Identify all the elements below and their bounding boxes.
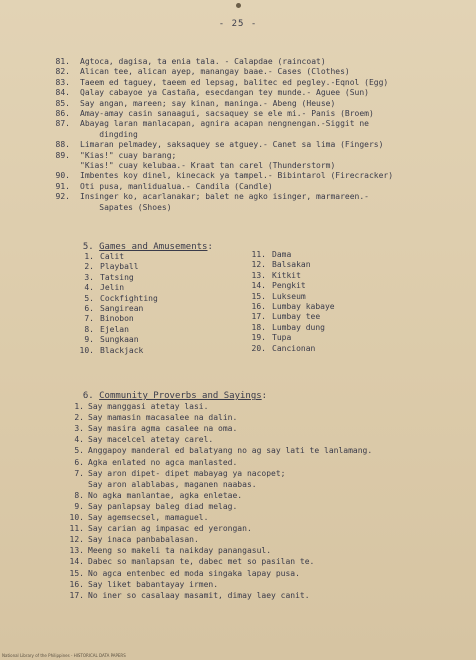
item-number: 81.: [55, 57, 70, 66]
game-number: 11.: [251, 250, 266, 259]
game-name: Sungkaan: [100, 335, 139, 345]
game-number: 8.: [84, 324, 94, 334]
item-text: Qalay cabayoe ya Castaña, esecdangan tey munde.- Aguee (Sun): [80, 88, 369, 98]
game-name: Lumbay kabaye: [272, 301, 335, 311]
item-text: Agtoca, dagisa, ta enia tala. - Calapdae (raincoat): [80, 57, 326, 66]
item-text: Taeem ed taguey, taeem ed lepsag, balitec ed pegley.-Eqnol (Egg): [80, 77, 389, 87]
proverb-number: 10.: [69, 513, 84, 522]
game-name: Playball: [100, 262, 139, 272]
game-name: Cancionan: [272, 343, 316, 353]
item-text: Sapates (Shoes): [80, 202, 172, 212]
games-colon: :: [207, 242, 213, 252]
game-number: 19.: [251, 333, 266, 343]
item-number: 89.: [55, 150, 70, 160]
games-heading: [72, 232, 213, 252]
game-number: 10.: [79, 345, 94, 355]
proverb-number: 5.: [74, 446, 84, 456]
item-number: 82.: [55, 67, 70, 77]
game-number: 16.: [251, 301, 266, 311]
game-number: 7.: [84, 314, 94, 324]
game-name: Lukseum: [272, 291, 306, 301]
proverb-text: Say aron dipet- dipet mabayag ya nacopet;: [88, 468, 286, 478]
game-name: Balsakan: [272, 260, 311, 270]
game-number: 13.: [251, 270, 266, 280]
item-number: 87.: [55, 119, 70, 129]
proverb-number: 4.: [74, 435, 84, 445]
game-number: 4.: [84, 283, 94, 293]
footer-credit: National Library of the Philippines - HISTORICAL DATA PAPERS: [2, 653, 126, 658]
proverb-number: 16.: [69, 579, 84, 589]
game-number: 3.: [84, 272, 94, 282]
game-number: 1.: [84, 252, 94, 261]
proverb-number: 3.: [74, 424, 84, 434]
game-name: Kitkit: [272, 270, 301, 280]
item-number: 90.: [55, 171, 70, 181]
game-name: Cockfighting: [100, 293, 158, 303]
proverb-text: Meeng so makeli ta naikday panangasul.: [88, 546, 272, 556]
item-text: "Kias!" cuay kelubaa.- Kraat tan carel (Thunderstorm): [80, 161, 336, 170]
proverb-text: Dabec so manlapsan te, dabec met so pasilan te.: [88, 557, 315, 567]
item-text: Amay-amay casin sanaagui, sacsaquey se ele mi.- Panis (Broem): [80, 109, 374, 118]
proverb-text: Say macelcel atetay carel.: [88, 435, 214, 445]
game-number: 20.: [251, 343, 266, 353]
proverb-number: 9.: [74, 501, 84, 511]
item-number: 91.: [55, 181, 70, 191]
proverb-text: Say aron alablabas, maganen naabas.: [88, 479, 257, 489]
proverbs-colon: :: [261, 391, 268, 401]
item-number: 85.: [55, 98, 70, 108]
game-name: Binobon: [100, 314, 134, 324]
game-number: 17.: [251, 312, 266, 322]
game-number: 5.: [84, 293, 94, 303]
item-number: 88.: [55, 140, 70, 150]
game-name: Tupa: [272, 333, 292, 343]
proverb-text: Say carian ag impasac ed yerongan.: [88, 524, 252, 534]
proverb-text: Anggapoy manderal ed balatyang no ag say lati te lanlamang.: [88, 446, 373, 456]
proverb-text: Say inaca panbabalasan.: [88, 535, 199, 545]
proverb-number: 15.: [69, 568, 84, 578]
item-text: Limaran pelmadey, saksaquey se atguey.- Canet sa lima (Fingers): [80, 140, 384, 150]
game-name: Ejelan: [100, 324, 129, 334]
punch-hole: [236, 3, 241, 8]
proverb-text: Say mamasin macasalee na dalin.: [88, 413, 238, 423]
proverbs-title: Community Proverbs and Sayings: [99, 391, 262, 401]
game-name: Jelin: [100, 283, 125, 293]
item-number: 84.: [55, 88, 70, 98]
proverb-number: 2.: [74, 413, 84, 423]
page-number: - 25 -: [218, 19, 258, 29]
item-number: 86.: [55, 109, 70, 118]
proverb-number: 1.: [74, 402, 84, 411]
game-name: Lumbay dung: [272, 322, 325, 332]
game-name: Dama: [272, 250, 292, 259]
proverb-number: 13.: [69, 546, 84, 556]
proverbs-section-number: 6.: [82, 391, 94, 401]
game-name: Lumbay tee: [272, 312, 321, 322]
games-section-number: 5.: [82, 242, 94, 252]
proverb-text: Say panlapsay baleg diad melag.: [88, 501, 238, 511]
item-text: Insinger ko, acarlanakar; balet ne agko isinger, marmareen.-: [80, 192, 369, 202]
proverb-number: 8.: [74, 490, 84, 500]
game-number: 6.: [84, 303, 94, 313]
game-number: 12.: [251, 260, 266, 270]
proverb-text: No agca entenbec ed moda singaka lapay pusa.: [88, 568, 300, 578]
proverb-number: 6.: [74, 457, 84, 467]
proverb-text: Agka enlated no agca manlasted.: [88, 457, 238, 467]
game-name: Blackjack: [100, 345, 144, 355]
item-text: Say angan, mareen; say kinan, maninga.- Abeng (Heuse): [80, 98, 336, 108]
proverb-text: No iner so casalaay masamit, dimay laey canit.: [88, 590, 310, 600]
proverb-text: Say masira agma casalee na oma.: [88, 424, 238, 434]
game-name: Calit: [100, 252, 125, 261]
item-text: dingding: [80, 129, 138, 139]
proverb-text: Say agemsecsel, mamaguel.: [88, 513, 209, 522]
game-name: Tatsing: [100, 272, 134, 282]
item-text: Abayag laran manlacapan, agnira acapan nengnengan.-Siggit ne: [80, 119, 369, 129]
proverb-number: 11.: [69, 524, 84, 534]
item-number: 83.: [55, 77, 70, 87]
item-text: Oti pusa, manlidualua.- Candila (Candle): [80, 181, 273, 191]
proverb-number: 14.: [69, 557, 84, 567]
proverb-text: Say liket babantayay irmen.: [88, 579, 219, 589]
item-text: "Kias!" cuay barang;: [80, 150, 177, 160]
item-text: Alican tee, alican ayep, manangay baae.- Cases (Clothes): [80, 67, 350, 77]
game-number: 18.: [251, 322, 266, 332]
game-name: Pengkit: [272, 281, 306, 291]
game-number: 9.: [84, 335, 94, 345]
item-text: Imbentes koy dinel, kinecack ya tampel.- Bibintarol (Firecracker): [80, 171, 394, 181]
game-number: 14.: [251, 281, 266, 291]
game-name: Sangirean: [100, 303, 144, 313]
item-number: 92.: [55, 192, 70, 202]
proverbs-heading: [72, 381, 267, 401]
proverb-text: No agka manlantae, agka enletae.: [88, 490, 243, 500]
proverb-number: 17.: [69, 590, 84, 600]
games-title: Games and Amusements: [99, 242, 208, 252]
proverb-number: 12.: [69, 535, 84, 545]
proverb-text: Say manggasi atetay lasi.: [88, 402, 209, 411]
game-number: 15.: [251, 291, 266, 301]
proverb-number: 7.: [74, 468, 84, 478]
game-number: 2.: [84, 262, 94, 272]
